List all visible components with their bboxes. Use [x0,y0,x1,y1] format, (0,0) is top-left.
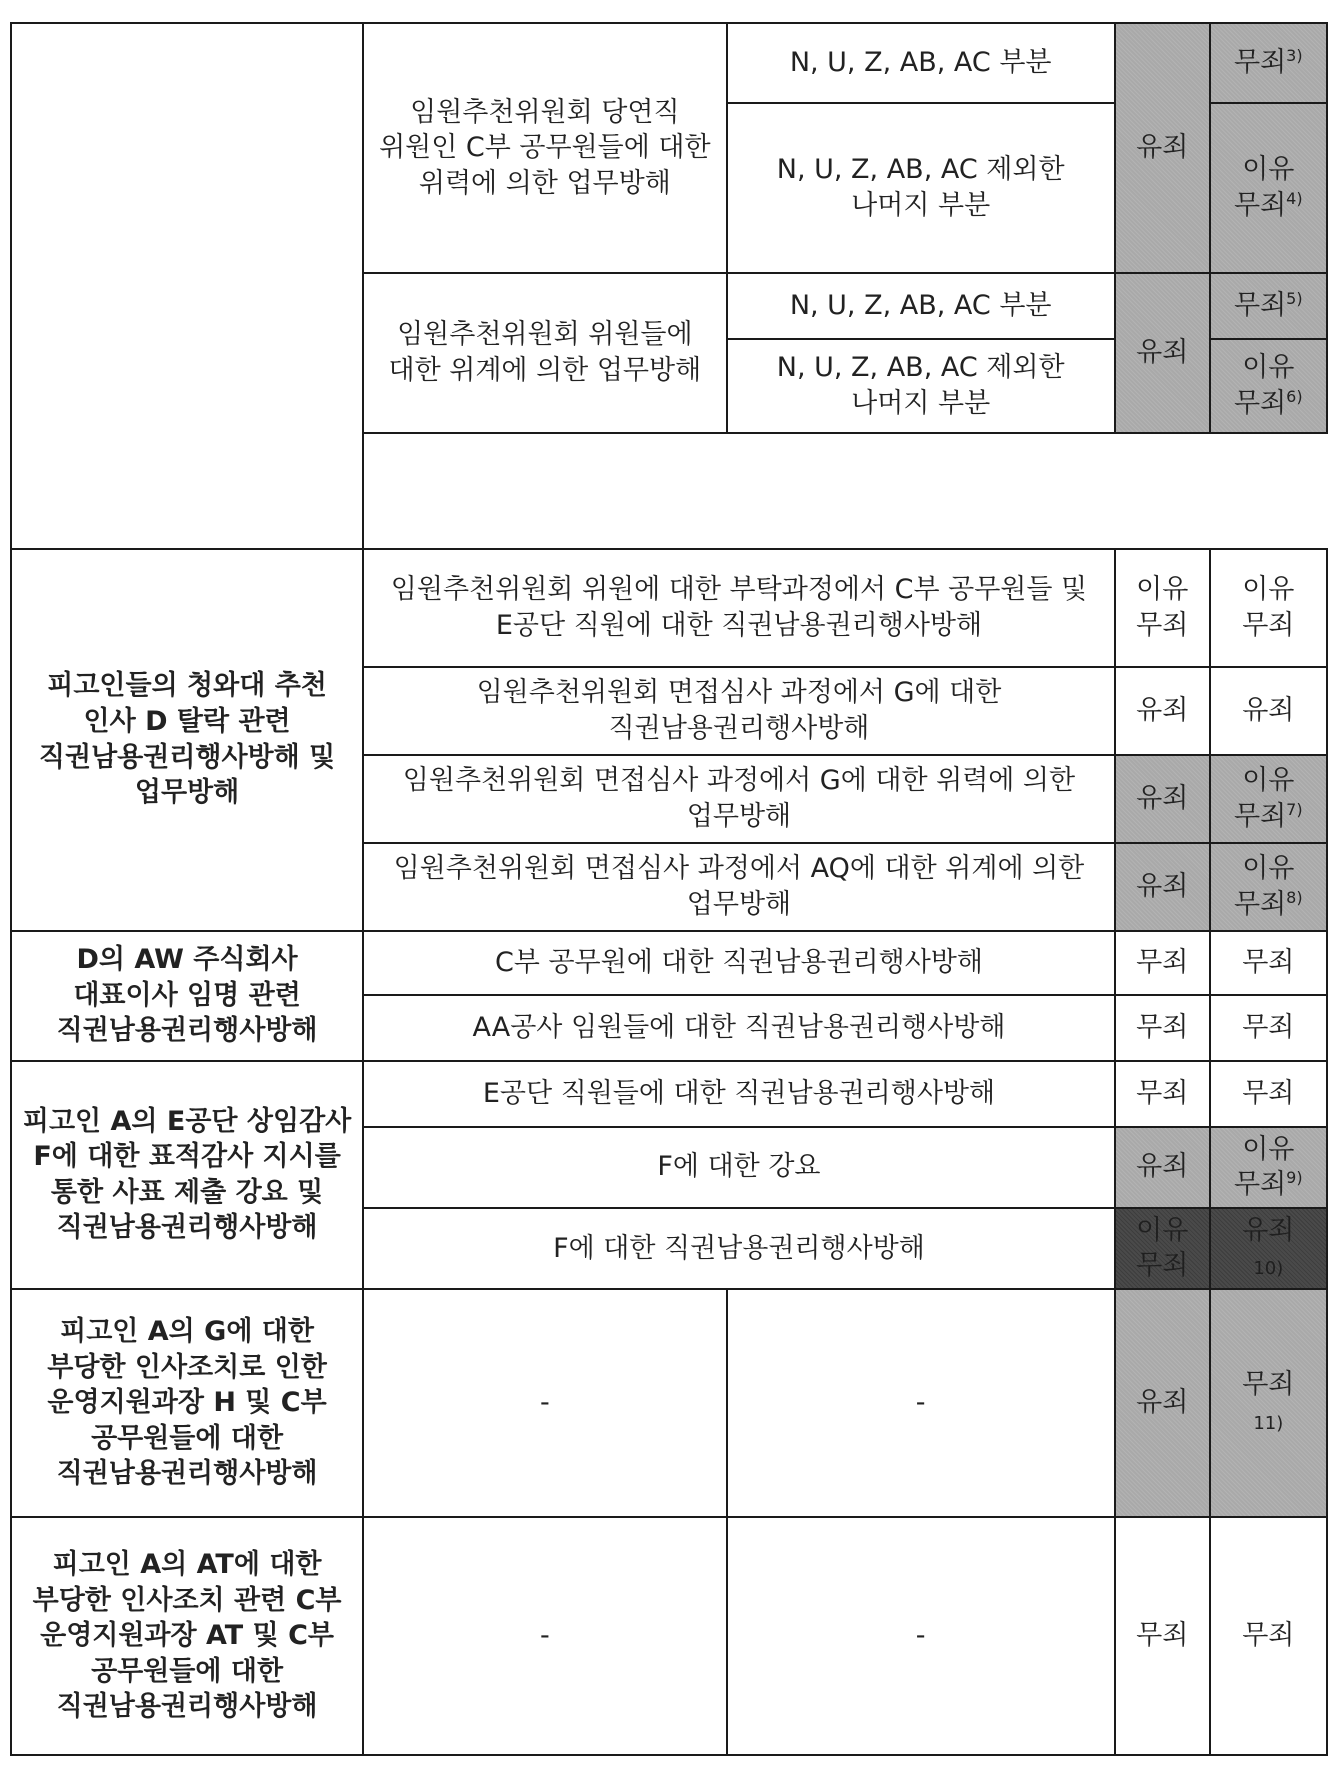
charge-cell: F에 대한 강요 [363,1127,1115,1208]
first-instance-verdict: 유죄 [1115,1289,1210,1517]
table-row [11,23,1327,103]
category-cell-empty [11,23,363,549]
appeal-verdict: 무죄 [1210,931,1327,995]
first-instance-verdict: 유죄 [1115,273,1210,433]
charge-cell: 임원추천위원회 면접심사 과정에서 G에 대한 직권남용권리행사방해 [363,667,1115,755]
appeal-verdict: 이유 무죄$^{8)}$ [1210,843,1327,931]
first-instance-verdict: 유죄 [1115,667,1210,755]
appeal-verdict: 이유 무죄$^{7)}$ [1210,755,1327,843]
appeal-verdict: 이유 무죄$^{4)}$ [1210,103,1327,273]
charge-cell: AA공사 임원들에 대한 직권남용권리행사방해 [363,995,1115,1061]
appeal-verdict: 이유 무죄 [1210,549,1327,667]
table-row [11,1517,1327,1755]
appeal-verdict: 무죄$^{3)}$ [1210,23,1327,103]
appeal-verdict: 무죄 11) [1210,1289,1327,1517]
first-instance-verdict: 유죄 [1115,23,1210,273]
part-cell: N, U, Z, AB, AC 제외한 나머지 부분 [727,339,1115,433]
charge-cell: 임원추천위원회 면접심사 과정에서 AQ에 대한 위계에 의한 업무방해 [363,843,1115,931]
verdict-table [10,22,1328,1756]
part-cell: N, U, Z, AB, AC 부분 [727,273,1115,339]
table-row [11,1061,1327,1127]
first-instance-verdict: 무죄 [1115,1061,1210,1127]
charge-cell: F에 대한 직권남용권리행사방해 [363,1208,1115,1289]
appeal-verdict: 이유 무죄$^{9)}$ [1210,1127,1327,1208]
first-instance-verdict: 이유 무죄 [1115,549,1210,667]
empty-part-cell: - [727,1517,1115,1755]
appeal-verdict: 유죄 [1210,667,1327,755]
empty-part-cell: - [727,1289,1115,1517]
charge-cell: C부 공무원에 대한 직권남용권리행사방해 [363,931,1115,995]
part-cell: N, U, Z, AB, AC 부분 [727,23,1115,103]
table-row [11,1289,1327,1517]
empty-sub-cell: - [363,1289,726,1517]
appeal-verdict: 유죄 10) [1210,1208,1327,1289]
category-cell: D의 AW 주식회사 대표이사 임명 관련 직권남용권리행사방해 [11,931,363,1061]
first-instance-verdict: 유죄 [1115,1127,1210,1208]
first-instance-verdict: 무죄 [1115,931,1210,995]
category-cell: 피고인 A의 E공단 상임감사 F에 대한 표적감사 지시를 통한 사표 제출 강요 및 직권남용권리행사방해 [11,1061,363,1290]
first-instance-verdict: 무죄 [1115,995,1210,1061]
category-cell: 피고인 A의 G에 대한 부당한 인사조치로 인한 운영지원과장 H 및 C부 공무원들에 대한 직권남용권리행사방해 [11,1289,363,1517]
charge-cell: E공단 직원들에 대한 직권남용권리행사방해 [363,1061,1115,1127]
first-instance-verdict: 무죄 [1115,1517,1210,1755]
first-instance-verdict: 이유 무죄 [1115,1208,1210,1289]
sub-charge-cell: 임원추천위원회 당연직 위원인 C부 공무원들에 대한 위력에 의한 업무방해 [363,23,726,273]
appeal-verdict: 이유 무죄$^{6)}$ [1210,339,1327,433]
sub-charge-cell: 임원추천위원회 위원들에 대한 위계에 의한 업무방해 [363,273,726,433]
category-cell: 피고인 A의 AT에 대한 부당한 인사조치 관련 C부 운영지원과장 AT 및 C부 공무원들에 대한 직권남용권리행사방해 [11,1517,363,1755]
category-cell: 피고인들의 청와대 추천 인사 D 탈락 관련 직권남용권리행사방해 및 업무방해 [11,549,363,931]
table-row [11,931,1327,995]
first-instance-verdict: 유죄 [1115,843,1210,931]
empty-sub-cell: - [363,1517,726,1755]
appeal-verdict: 무죄 [1210,995,1327,1061]
appeal-verdict: 무죄$^{5)}$ [1210,273,1327,339]
charge-cell: 임원추천위원회 위원에 대한 부탁과정에서 C부 공무원들 및 E공단 직원에 대한 직권남용권리행사방해 [363,549,1115,667]
appeal-verdict: 무죄 [1210,1517,1327,1755]
part-cell: N, U, Z, AB, AC 제외한 나머지 부분 [727,103,1115,273]
appeal-verdict: 무죄 [1210,1061,1327,1127]
table-row [11,549,1327,667]
charge-cell: 임원추천위원회 면접심사 과정에서 G에 대한 위력에 의한 업무방해 [363,755,1115,843]
first-instance-verdict: 유죄 [1115,755,1210,843]
